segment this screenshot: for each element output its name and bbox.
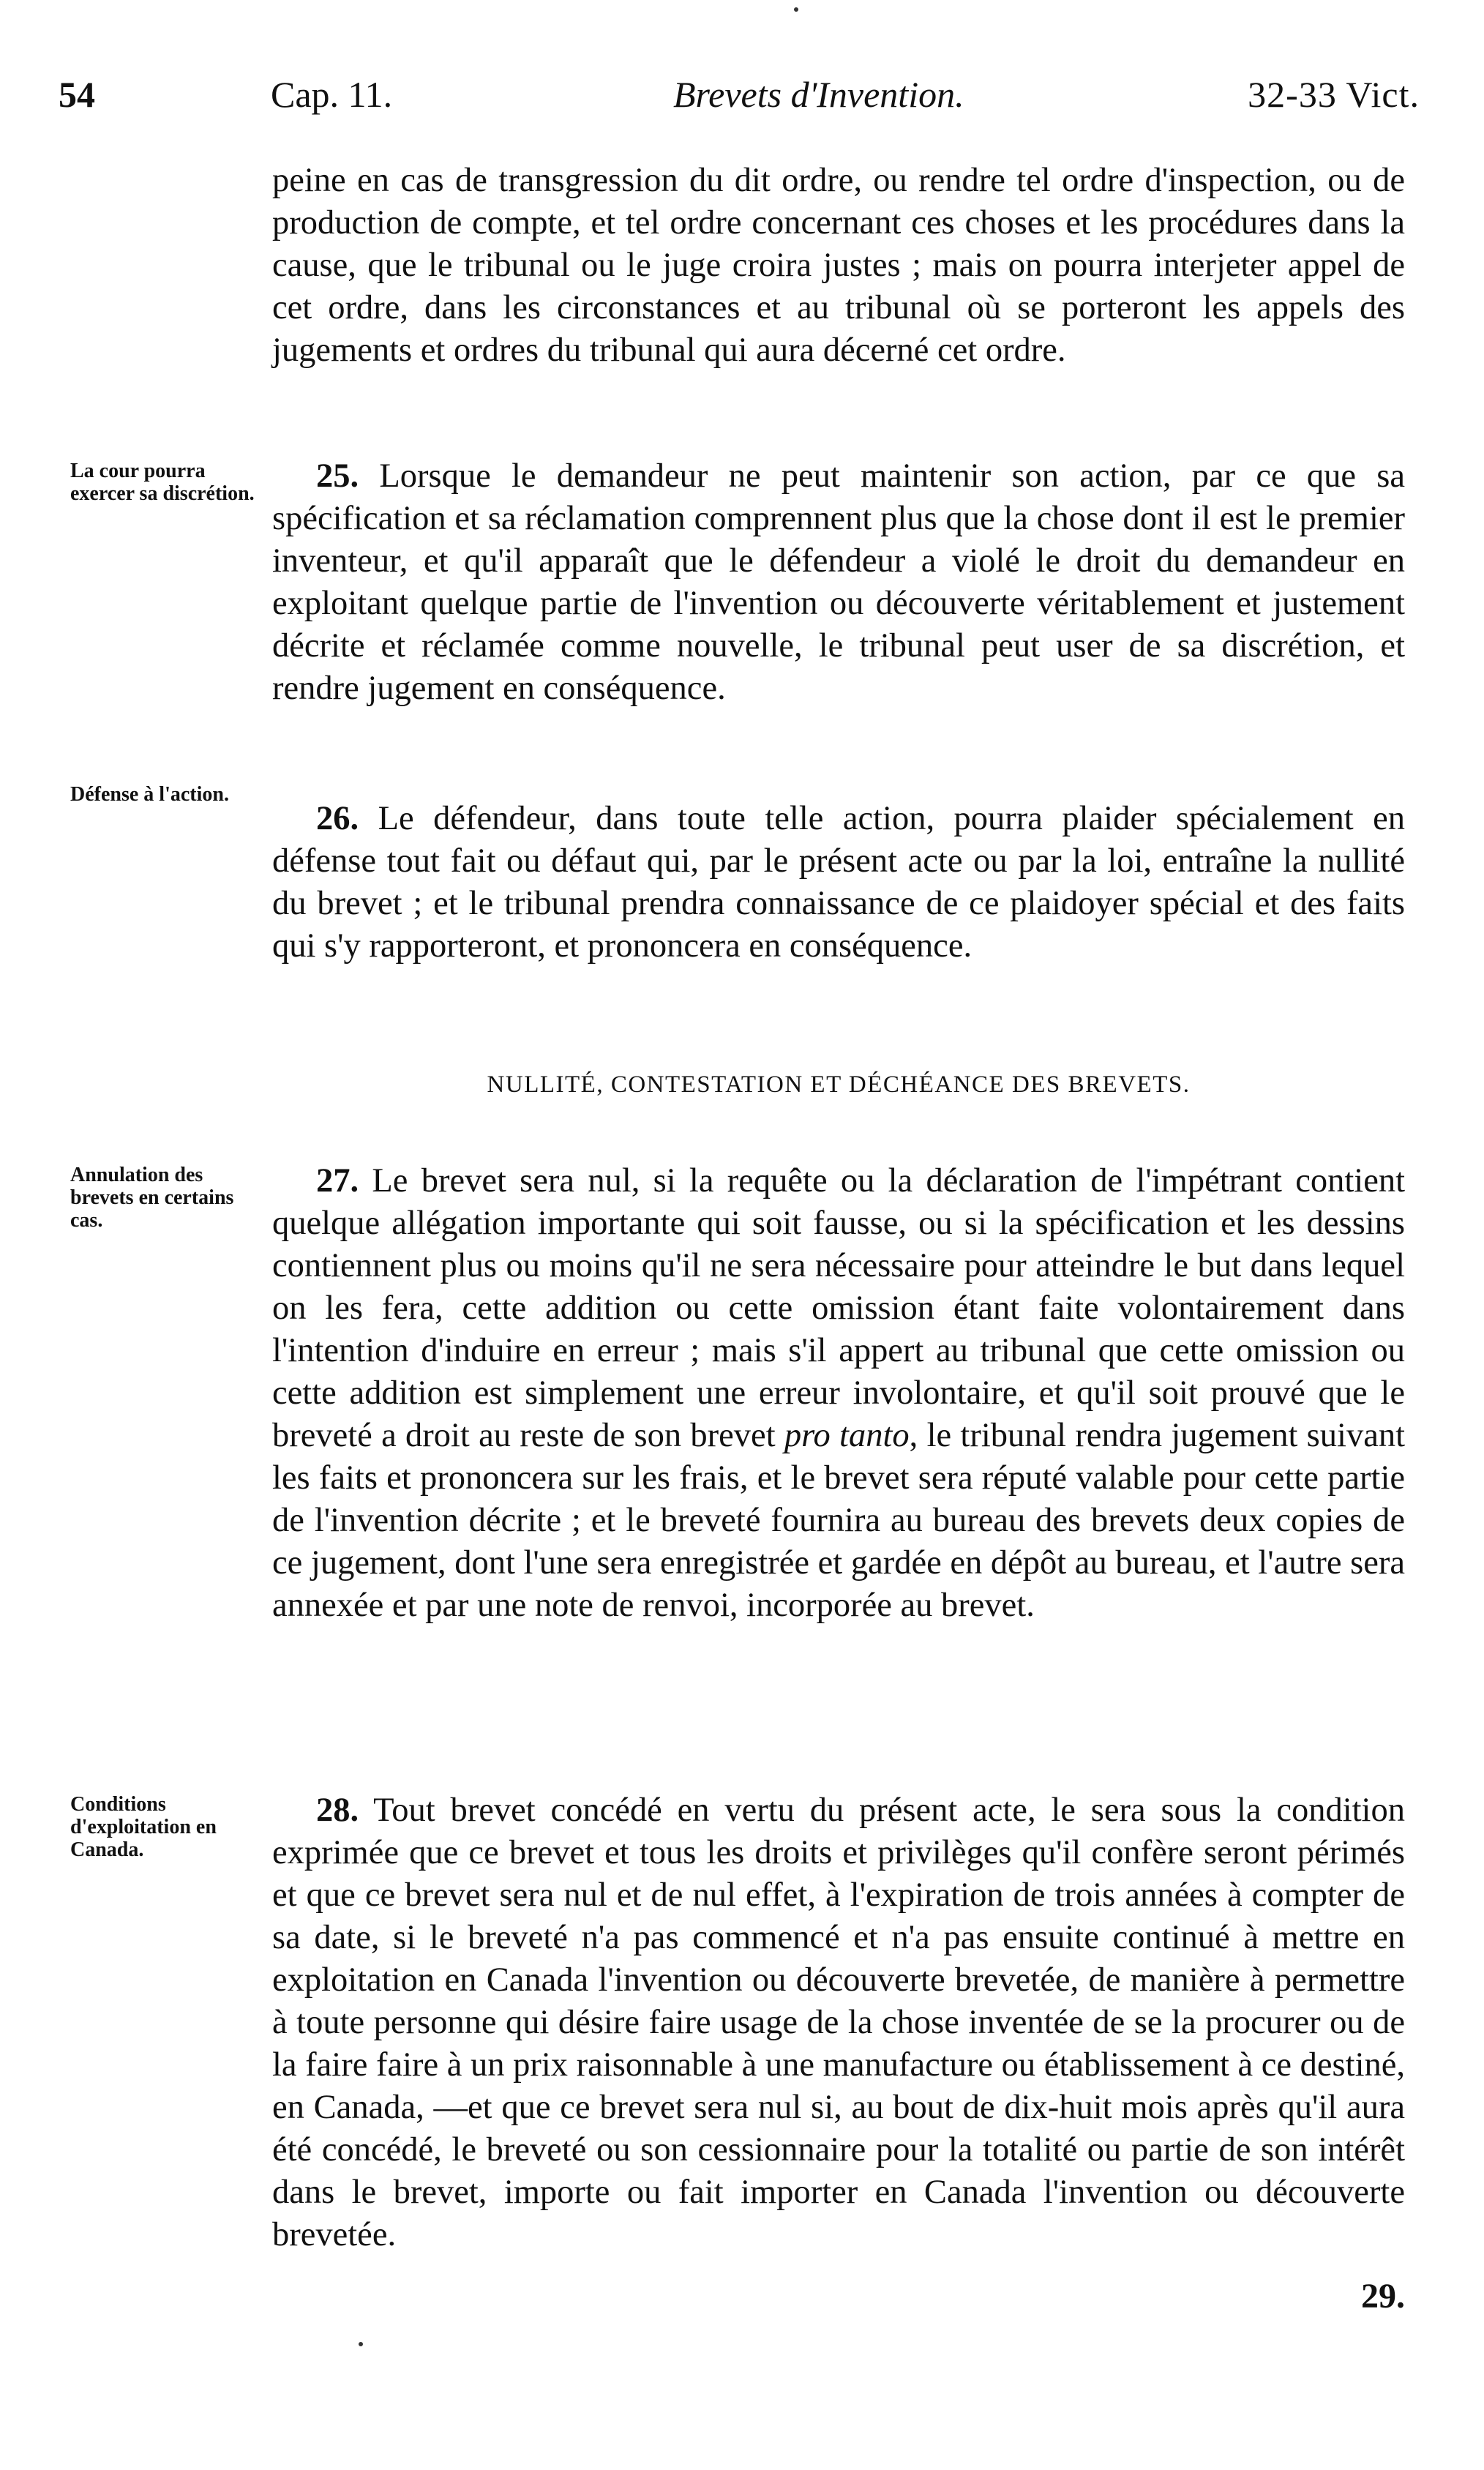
section-25-paragraph <box>272 455 1405 710</box>
section-number: 25. <box>316 457 359 495</box>
section-26 <box>272 798 1405 968</box>
section-text: Tout brevet concédé en vertu du présent acte, le sera sous la condition exprimée que ce brevet et tous les droits et privilèges qu'il confère seront périmés et que ce brevet sera nul et de nul effet, à l'expiration de trois années à compter de sa date, si le breveté n'a pas commencé et n'a pas ensuite continué à mettre en exploitation en Canada l'invention ou découverte brevetée, de manière à permettre à toute personne qui désire faire usage de la chose inventée de se la procurer ou de la faire faire à un prix raisonnable à une manufacture ou établissement à ce destiné, en Canada, —et que ce brevet sera nul si, au bout de dix-huit mois après qu'il aura été concédé, le breveté ou son cessionnaire pour la totalité ou partie de son intérêt dans le brevet, importe ou fait importer en Canada l'invention ou découverte brevetée. <box>272 1792 1406 2253</box>
running-head <box>59 73 1420 124</box>
running-title: Brevets d'Invention. <box>673 74 964 115</box>
margin-note-26: Défense à l'action. <box>70 783 229 806</box>
section-number: 26. <box>316 800 359 837</box>
margin-note-27: Annulation des brevets en certains cas. <box>70 1164 234 1232</box>
section-text: Lorsque le demandeur ne peut maintenir son action, par ce que sa spécification et sa réclamation comprennent plus que la chose dont il est le premier inventeur, et qu'il apparaît que le défendeur a violé le droit du demandeur en exploitant quelque partie de l'invention ou découverte véritablement et justement décrite et réclamée comme nouvelle, le tribunal peut user de sa discrétion, et rendre jugement en conséquence. <box>272 457 1405 707</box>
margin-note-25: La cour pourra exercer sa discrétion. <box>70 460 255 505</box>
year-label: 32-33 Vict. <box>1248 74 1420 115</box>
section-27-paragraph <box>272 1160 1405 1627</box>
section-25 <box>272 455 1405 710</box>
continuation-block <box>272 160 1405 372</box>
italic-term: pro tanto <box>784 1417 910 1454</box>
section-27 <box>272 1160 1405 1627</box>
section-text-before: Le brevet sera nul, si la requête ou la déclaration de l'impétrant contient quelque allégation importante qui soit fausse, ou si la spécification et les dessins contiennent plus ou moins qu'il ne sera nécessaire pour atteindre le but dans lequel on les fera, cette addition ou cette omission étant faite volontairement dans l'intention d'induire en erreur ; mais s'il appert au tribunal que cette omission ou cette addition est simplement une erreur involontaire, et qu'il soit prouvé que le breveté a droit au reste de son brevet <box>272 1162 1405 1454</box>
chapter-label: Cap. 11. <box>271 74 393 115</box>
next-section-number: 29. <box>1361 2277 1405 2316</box>
section-text-after: , le tribunal rendra jugement suivant les faits et prononcera sur les frais, et le brevet sera réputé valable pour cette partie de l'invention décrite ; et le breveté fournira au bureau des brevets deux copies de ce jugement, dont l'une sera enregistrée et gardée en dépôt au bureau, et l'autre sera annexée et par une note de renvoi, incorporée au brevet. <box>272 1417 1405 1624</box>
section-28-paragraph <box>272 1789 1405 2256</box>
print-speck <box>359 2342 363 2346</box>
section-heading: NULLITÉ, CONTESTATION ET DÉCHÉANCE DES BREVETS. <box>487 1071 1191 1098</box>
page-number: 54 <box>59 74 95 115</box>
section-number: 27. <box>316 1162 359 1200</box>
section-26-paragraph <box>272 798 1405 968</box>
section-28 <box>272 1789 1405 2256</box>
print-speck <box>794 7 798 12</box>
section-number: 28. <box>316 1792 359 1829</box>
continuation-paragraph: peine en cas de transgression du dit ordre, ou rendre tel ordre d'inspection, ou de production de compte, et tel ordre concernant ces choses et les procédures dans la cause, que le tribunal ou le juge croira justes ; mais on pourra interjeter appel de cet ordre, dans les circonstances et au tribunal où se porteront les appels des jugements et ordres du tribunal qui aura décerné cet ordre. <box>272 162 1405 369</box>
margin-note-28: Conditions d'exploitation en Canada. <box>70 1793 217 1861</box>
section-text: Le défendeur, dans toute telle action, pourra plaider spécialement en défense tout fait ou défaut qui, par le présent acte ou par la loi, entraîne la nullité du brevet ; et le tribunal prendra connaissance de ce plaidoyer spécial et des faits qui s'y rapporteront, et prononcera en conséquence. <box>272 800 1406 965</box>
